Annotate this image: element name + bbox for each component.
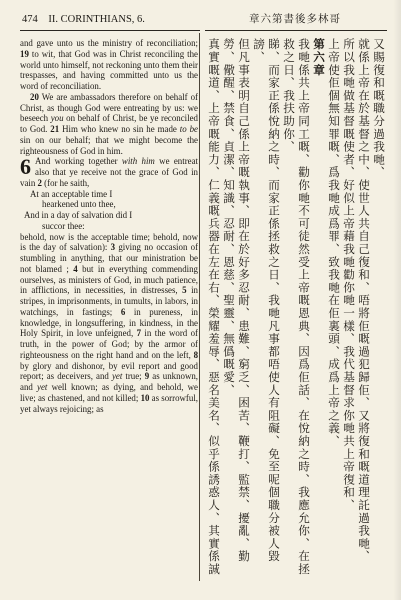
- poem-line: hearkened unto thee,: [42, 199, 116, 210]
- running-header-english: [22, 12, 198, 28]
- italic-word: to be: [179, 124, 198, 134]
- page-edge-shadow: [393, 0, 401, 600]
- english-paragraph: [20, 156, 198, 188]
- chinese-chapter-heading: 第六章: [312, 38, 325, 77]
- poem-line: succor thee:: [42, 220, 85, 231]
- chinese-verse: 又賜復和嘅職分過我哋、: [372, 38, 385, 179]
- verse-text: in stripes, in imprisonments, in tumults, in labors, in watchings, in fastings;: [20, 285, 198, 317]
- header-rule-right: [205, 30, 387, 31]
- verse-number: 9: [144, 371, 150, 382]
- english-paragraph: [20, 38, 198, 92]
- verse-text: to wit, that God was in Christ reconciling the world unto himself, not reckoning unto them their trespasses, and having committed unto us the word of reconciliation.: [20, 48, 198, 91]
- verse-number: 3: [110, 242, 116, 253]
- verse-text: (for he saith,: [41, 177, 90, 188]
- verse-number: 2: [37, 177, 42, 188]
- verse-text: well known; as dying, and behold, we live; as chastened, and not killed;: [20, 382, 198, 403]
- chinese-verse: 真實嘅道、上帝嘅能力、仁義嘅兵器在左在右、榮耀羞辱、惡名美名、似乎係誘惑人、其實係誠: [207, 38, 220, 576]
- page-number: 474: [22, 14, 38, 25]
- verse-text: and gave unto us the ministry of reconciliation;: [20, 38, 198, 48]
- verse-text: as unknown, and: [20, 371, 198, 392]
- quotation-poem: [20, 189, 198, 232]
- verse-number: 8: [193, 349, 198, 360]
- english-column: [20, 38, 198, 583]
- chinese-verse: 上帝使佢個無知罪嘅、爲我哋成爲罪、致我哋在佢裏頭、成爲上帝之義、: [327, 38, 340, 448]
- poem-line: At an acceptable time I: [30, 188, 113, 199]
- verse-text: in pureness, in knowledge, in longsuffering, in kindness, in the Holy Spirit, in love unfeigned,: [20, 306, 198, 339]
- verse-text: but in everything commending ourselves, as ministers of God, in much patience, in afflictions, in necessities, in distresses,: [20, 263, 198, 296]
- italic-word: yet: [111, 371, 123, 382]
- chinese-column: [206, 38, 386, 583]
- verse-number: 10: [140, 392, 150, 403]
- verse-text: And working together: [35, 156, 122, 167]
- verse-number: 6: [120, 306, 126, 317]
- verse-number: 5: [182, 285, 187, 296]
- chinese-verse: 所以我哋做基督嘅使者、好似上帝藉我哋勸你哋一樣、我代基督求你哋共上帝復和、: [342, 38, 355, 512]
- english-paragraph: [20, 232, 198, 415]
- book-title: II. CORINTHIANS, 6.: [48, 14, 145, 25]
- verse-text: on behalf of Christ, be ye reconciled to God.: [20, 113, 198, 134]
- italic-word: yet: [37, 382, 48, 392]
- verse-text: behold, now is the acceptable time; behold, now is the day of salvation):: [20, 231, 198, 253]
- chinese-verse: 我哋係共上帝同工嘅、勸你哋不可徒然受上帝嘅恩典、因爲佢話、在悅納之時、我應允你、在拯救之日、我扶助你、: [282, 38, 310, 576]
- chinese-verse: 就係上帝在於基督之中、使世人共自己復和、唔將佢嘅過犯歸佢、又將復和嘅道理託過我哋、: [357, 38, 370, 563]
- verse-number: 7: [136, 328, 142, 339]
- verse-number: 21: [50, 124, 60, 134]
- verse-text: by glory and dishonor, by evil report and good report; as deceivers, and: [20, 360, 198, 382]
- verse-text: Him who knew no sin he made: [62, 124, 180, 134]
- poem-line: And in a day of salvation did I: [24, 210, 133, 220]
- running-header-chinese: 章六第書後多林哥: [249, 14, 341, 25]
- verse-text: in the word of truth, in the power of God; by the armor of righteousness on the right hand and on the left,: [20, 328, 198, 360]
- italic-word: with him: [121, 156, 155, 167]
- chapter-number: 6: [20, 154, 31, 180]
- verse-text: we entreat also that ye receive not the grace of God in vain: [20, 156, 198, 188]
- verse-text: as sorrowful, yet always rejoicing; as: [20, 392, 198, 414]
- verse-text: giving no occasion of stumbling in anything, that our ministration be not blamed ;: [20, 242, 198, 274]
- english-paragraph: [20, 92, 198, 157]
- header-rule-left: [20, 30, 200, 31]
- italic-word: you: [50, 113, 64, 124]
- chinese-verse: 睇、而家正係悅納之時、而家正係拯救之日、我哋凡事都唔使人有阻礙、免至呢個職分被人毀謗、: [252, 38, 280, 563]
- verse-number: 20: [30, 91, 39, 102]
- verse-text: sin on our behalf; that we might become the righteousness of God in him.: [20, 134, 198, 156]
- verse-text: true;: [122, 371, 142, 382]
- verse-text: We are ambassadors therefore on behalf of Christ, as though God were entreating by us: we beseech: [20, 91, 198, 124]
- verse-number: 19: [20, 48, 29, 59]
- verse-number: 4: [73, 263, 78, 274]
- chinese-verse: 但凡事表明自己係上帝嘅執事、即在於好多忍耐、患難、窮乏、困苦、鞭打、監禁、擾亂、勤勞、儆醒、禁食、貞潔、知識、忍耐、恩慈、聖靈、無僞嘅愛、: [222, 38, 250, 563]
- column-divider: [199, 33, 200, 581]
